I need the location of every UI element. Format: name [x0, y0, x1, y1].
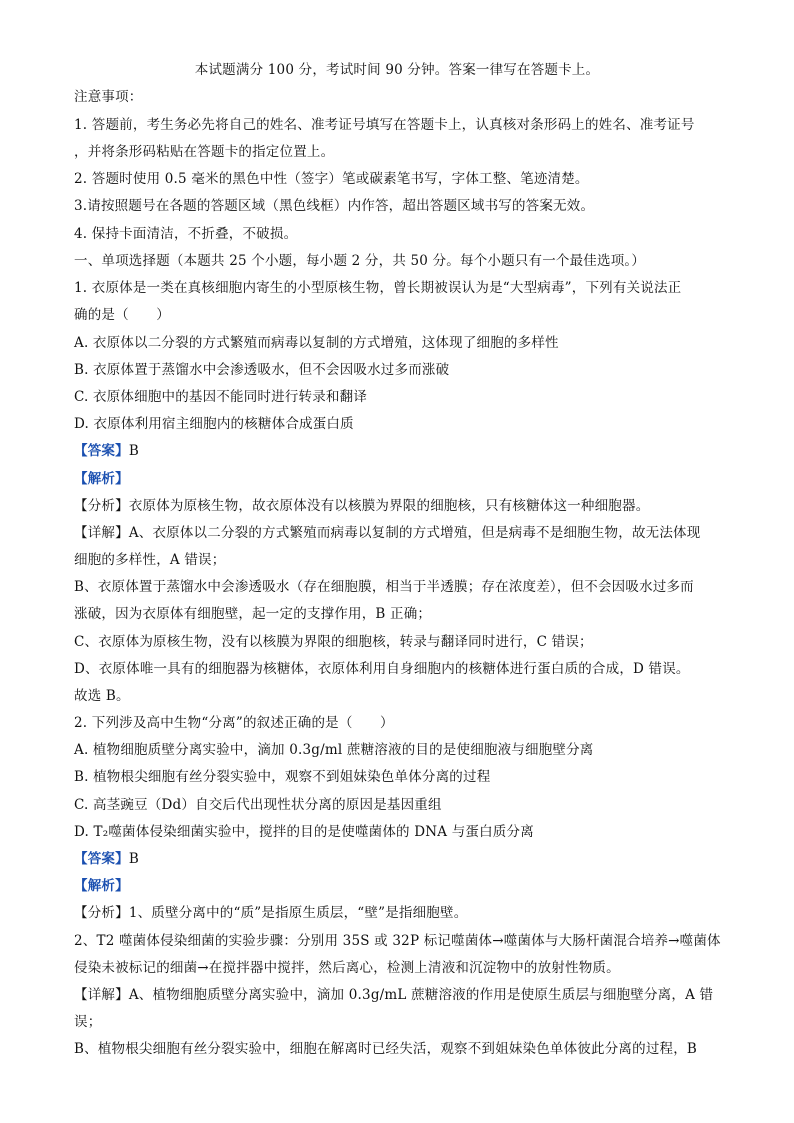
q1-xiangjie-line: 涨破，因为衣原体有细胞壁，起一定的支撑作用，B 正确； [74, 606, 432, 622]
q2-stem: 2. 下列涉及高中生物“分离”的叙述正确的是（ ） [74, 715, 394, 731]
q1-option-b: B. 衣原体置于蒸馏水中会渗透吸水，但不会因吸水过多而涨破 [74, 362, 450, 378]
notice-title: 注意事项： [74, 89, 143, 105]
answer-value: B [128, 443, 139, 459]
xiangjie-tag: 【详解】 [74, 525, 129, 541]
q2-answer [74, 850, 724, 868]
q2-fenxi-line: 侵染未被标记的细菌→在搅拌器中搅拌，然后离心，检测上清液和沉淀物中的放射性物质。 [74, 960, 620, 976]
q2-fenxi [74, 904, 724, 922]
q1-option-a: A. 衣原体以二分裂的方式繁殖而病毒以复制的方式增殖，这体现了细胞的多样性 [74, 335, 559, 351]
fenxi-text: 1、质壁分离中的“质”是指原生质层，“壁”是指细胞壁。 [128, 905, 468, 921]
q1-xiangjie [74, 524, 724, 542]
q1-xiangjie-line: 细胞的多样性，A 错误； [74, 552, 226, 568]
notice-item: 1. 答题前，考生务必先将自己的姓名、准考证号填写在答题卡上，认真核对条形码上的姓名、准考证号 [74, 117, 695, 133]
analysis-tag: 【解析】 [74, 878, 129, 894]
analysis-tag: 【解析】 [74, 471, 129, 487]
q2-option-b: B. 植物根尖细胞有丝分裂实验中，观察不到姐妹染色单体分离的过程 [74, 769, 491, 785]
answer-value: B [128, 851, 139, 867]
q1-option-c: C. 衣原体细胞中的基因不能同时进行转录和翻译 [74, 389, 368, 405]
q2-analysis-tag [74, 877, 724, 895]
q1-xiangjie-line: D、衣原体唯一具有的细胞器为核糖体，衣原体利用自身细胞内的核糖体进行蛋白质的合成，D 错误。 [74, 661, 690, 677]
xiangjie-text: A、衣原体以二分裂的方式繁殖而病毒以复制的方式增殖，但是病毒不是细胞生物，故无法体现 [128, 525, 701, 541]
q2-option-c: C. 高茎豌豆（Dd）自交后代出现性状分离的原因是基因重组 [74, 797, 442, 813]
answer-tag: 【答案】 [74, 851, 129, 867]
q2-option-a: A. 植物细胞质壁分离实验中，滴加 0.3g/ml 蔗糖溶液的目的是使细胞液与细胞壁分离 [74, 742, 594, 758]
fenxi-tag: 【分析】 [74, 498, 129, 514]
q1-analysis-tag [74, 470, 724, 488]
q1-xiangjie-line: B、衣原体置于蒸馏水中会渗透吸水（存在细胞膜，相当于半透膜；存在浓度差），但不会因吸水过多而 [74, 579, 694, 595]
q1-stem: 确的是（ ） [74, 307, 170, 323]
exam-header: 本试题满分 100 分，考试时间 90 分钟。答案一律写在答题卡上。 [194, 62, 600, 78]
q1-stem: 1. 衣原体是一类在真核细胞内寄生的小型原核生物，曾长期被误认为是“大型病毒”，下列有关说法正 [74, 280, 682, 296]
notice-item: 3.请按照题号在各题的答题区域（黑色线框）内作答，超出答题区域书写的答案无效。 [74, 198, 595, 214]
notice-item: 4. 保持卡面清洁，不折叠，不破损。 [74, 226, 298, 242]
q2-xiangjie-line: 误； [74, 1014, 102, 1030]
q1-fenxi [74, 497, 724, 515]
q2-option-d: D. T₂噬菌体侵染细菌实验中，搅拌的目的是使噬菌体的 DNA 与蛋白质分离 [74, 824, 534, 840]
q1-answer [74, 442, 724, 460]
fenxi-tag: 【分析】 [74, 905, 129, 921]
q1-xiangjie-line: C、衣原体为原核生物，没有以核膜为界限的细胞核，转录与翻译同时进行，C 错误； [74, 634, 593, 650]
section-title: 一、单项选择题（本题共 25 个小题，每小题 2 分，共 50 分。每个小题只有一个最佳选项。） [74, 253, 646, 269]
answer-tag: 【答案】 [74, 443, 129, 459]
fenxi-text: 衣原体为原核生物，故衣原体没有以核膜为界限的细胞核，只有核糖体这一种细胞器。 [128, 498, 650, 514]
xiangjie-tag: 【详解】 [74, 987, 129, 1003]
q2-xiangjie [74, 986, 724, 1004]
xiangjie-text: A、植物细胞质壁分离实验中，滴加 0.3g/mL 蔗糖溶液的作用是使原生质层与细胞壁分离，A 错 [128, 987, 714, 1003]
notice-item: ，并将条形码粘贴在答题卡的指定位置上。 [74, 144, 335, 160]
q1-option-d: D. 衣原体利用宿主细胞内的核糖体合成蛋白质 [74, 416, 354, 432]
q1-conclusion: 故选 B。 [74, 688, 130, 704]
q2-xiangjie-line: B、植物根尖细胞有丝分裂实验中，细胞在解离时已经失活，观察不到姐妹染色单体彼此分离的过程，B [74, 1041, 698, 1057]
q2-fenxi-line: 2、T2 噬菌体侵染细菌的实验步骤：分别用 35S 或 32P 标记噬菌体→噬菌体与大肠杆菌混合培养→噬菌体 [74, 933, 721, 949]
notice-item: 2. 答题时使用 0.5 毫米的黑色中性（签字）笔或碳素笔书写，字体工整、笔迹清楚。 [74, 171, 589, 187]
